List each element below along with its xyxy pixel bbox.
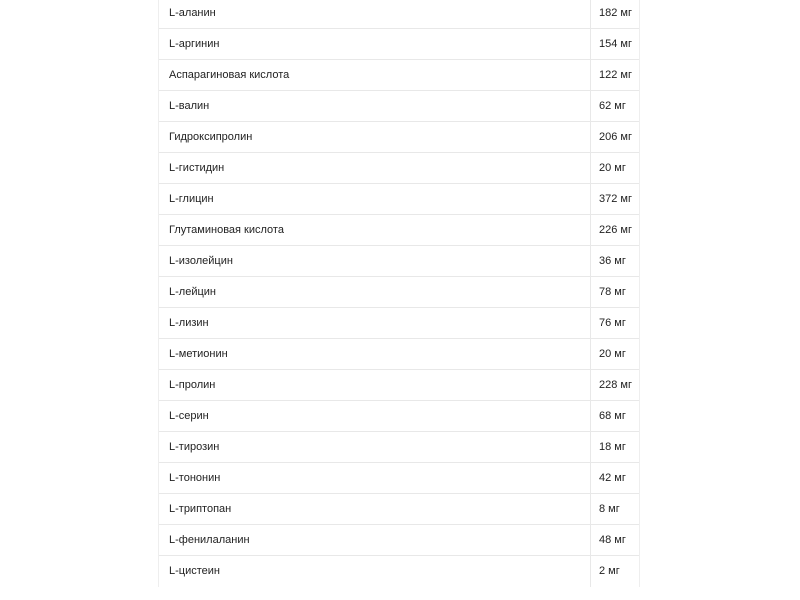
table-row	[159, 91, 639, 122]
amino-acid-amount: 18 мг	[599, 441, 626, 453]
amino-acid-table	[158, 0, 640, 587]
table-row	[159, 60, 639, 91]
amino-acid-name: L-фенилаланин	[159, 525, 591, 555]
amino-acid-name: L-аргинин	[159, 29, 591, 59]
table-row	[159, 556, 639, 587]
amino-acid-amount: 154 мг	[599, 38, 632, 50]
amino-acid-amount: 228 мг	[599, 379, 632, 391]
amino-acid-name: Гидроксипролин	[159, 122, 591, 152]
amino-acid-name: L-гистидин	[159, 153, 591, 183]
amino-acid-name: L-глицин	[159, 184, 591, 214]
table-row	[159, 339, 639, 370]
table-row	[159, 401, 639, 432]
amino-acid-amount: 42 мг	[599, 472, 626, 484]
amino-acid-name: L-валин	[159, 91, 591, 121]
table-row	[159, 277, 639, 308]
table-row	[159, 494, 639, 525]
table-row	[159, 463, 639, 494]
amino-acid-amount: 78 мг	[599, 286, 626, 298]
amino-acid-name: L-лизин	[159, 308, 591, 338]
table-row	[159, 215, 639, 246]
amino-acid-amount: 20 мг	[599, 348, 626, 360]
amino-acid-amount: 62 мг	[599, 100, 626, 112]
table-row	[159, 308, 639, 339]
table-row	[159, 153, 639, 184]
amino-acid-amount: 36 мг	[599, 255, 626, 267]
amino-acid-name: Глутаминовая кислота	[159, 215, 591, 245]
amino-acid-amount: 226 мг	[599, 224, 632, 236]
table-row	[159, 432, 639, 463]
amino-acid-name: L-триптопан	[159, 494, 591, 524]
amino-acid-amount: 76 мг	[599, 317, 626, 329]
amino-acid-amount: 372 мг	[599, 193, 632, 205]
amino-acid-name: Аспарагиновая кислота	[159, 60, 591, 90]
amino-acid-name: L-тирозин	[159, 432, 591, 462]
amino-acid-amount: 2 мг	[599, 565, 620, 577]
amino-acid-name: L-серин	[159, 401, 591, 431]
amino-acid-name: L-лейцин	[159, 277, 591, 307]
amino-acid-name: L-изолейцин	[159, 246, 591, 276]
table-row	[159, 29, 639, 60]
amino-acid-name: L-метионин	[159, 339, 591, 369]
table-row	[159, 525, 639, 556]
table-row	[159, 0, 639, 29]
amino-acid-amount: 20 мг	[599, 162, 626, 174]
amino-acid-amount: 48 мг	[599, 534, 626, 546]
table-row	[159, 122, 639, 153]
amino-acid-name: L-аланин	[159, 0, 591, 28]
table-row	[159, 370, 639, 401]
amino-acid-name: L-тононин	[159, 463, 591, 493]
amino-acid-amount: 182 мг	[599, 7, 632, 19]
amino-acid-amount: 68 мг	[599, 410, 626, 422]
amino-acid-name: L-цистеин	[159, 556, 591, 587]
amino-acid-name: L-пролин	[159, 370, 591, 400]
table-row	[159, 246, 639, 277]
amino-acid-amount: 206 мг	[599, 131, 632, 143]
amino-acid-amount: 8 мг	[599, 503, 620, 515]
table-row	[159, 184, 639, 215]
amino-acid-amount: 122 мг	[599, 69, 632, 81]
